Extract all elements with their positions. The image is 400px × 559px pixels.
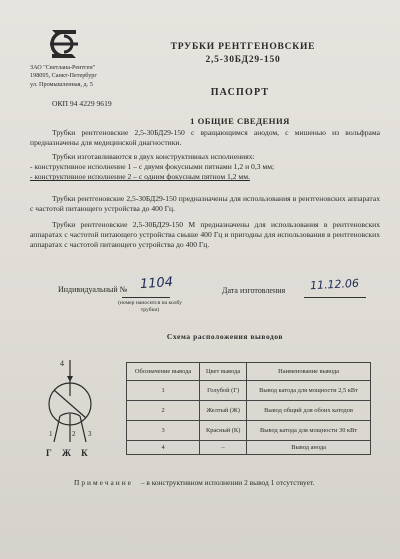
section-heading: 1 ОБЩИЕ СВЕДЕНИЯ xyxy=(190,116,290,126)
terminal-table xyxy=(126,362,371,455)
terminal-name: Вывод общий для обоих катодов xyxy=(247,401,371,421)
paragraph-text: Трубки рентгеновские 2,5-30БД29-150 предназначены для использования в рентгеновских аппаратах с частотой питающего устройства до 400 Гц. xyxy=(30,194,380,214)
x-ray-tube-terminal-diagram-icon xyxy=(30,352,110,470)
column-header: Наименование вывода xyxy=(247,363,371,381)
company-address-line1: 198095, Санкт-Петербург xyxy=(30,72,97,80)
paragraph-purpose xyxy=(30,128,380,148)
scheme-title: Схема расположения выводов xyxy=(166,332,284,341)
company-address-line2: ул. Промышленная, д. 5 xyxy=(30,80,93,88)
individual-number-label: Индивидуальный № xyxy=(58,285,128,294)
terminal-color: – xyxy=(200,441,247,455)
individual-number-handwritten: 1104 xyxy=(139,274,174,293)
table-row xyxy=(127,441,371,455)
individual-number-line xyxy=(122,297,170,298)
manufacture-date-label: Дата изготовления xyxy=(222,286,286,295)
note-text: – в конструктивном исполнении 2 вывод 1 отсутствует. xyxy=(140,478,315,487)
terminal-name: Вывод катода для мощности 30 кВт xyxy=(247,421,371,441)
terminal-color: Голубой (Г) xyxy=(200,381,247,401)
diagram-label-1: 1 xyxy=(49,430,53,438)
table-row xyxy=(127,381,371,401)
paragraph-text: Трубки рентгеновские 2,5-30БД29-150 с вращающимся анодом, с мишенью из вольфрама предназначены для медицинской диагностики. xyxy=(30,128,380,148)
company-name: ЗАО "Светлана-Рентген" xyxy=(30,64,96,71)
paragraph-frequency-low xyxy=(30,194,380,214)
table-row xyxy=(127,401,371,421)
terminal-color: Красный (К) xyxy=(200,421,247,441)
column-header: Цвет вывода xyxy=(200,363,247,381)
table-row xyxy=(127,421,371,441)
title-line2: 2,5-30БД29-150 xyxy=(205,55,281,65)
terminal-number: 2 xyxy=(127,401,200,421)
manufacture-date-handwritten: 11.12.06 xyxy=(309,276,360,293)
table-header-row xyxy=(127,363,371,381)
okp-code: ОКП 94 4229 9619 xyxy=(52,99,112,108)
diagram-label-4: 4 xyxy=(60,359,64,368)
version-item-1: - конструктивное исполнение 1 – с двумя фокусными пятнами 1,2 и 0,3 мм; xyxy=(30,162,275,172)
terminal-name: Вывод катода для мощности 2,5 кВт xyxy=(247,381,371,401)
company-block xyxy=(30,64,118,89)
paragraph-versions xyxy=(30,152,380,183)
paragraph-text: Трубки рентгеновские 2,5-30БД29-150 М предназначены для использования в рентгеновских аппаратах с частотой питающего устройства свыше 400 Гц и пригодны для использования в рентгеновских аппаратах с частотой питающего устройства до 400 Гц. xyxy=(30,220,380,250)
terminal-color: Желтый (Ж) xyxy=(200,401,247,421)
paragraph-text: Трубки изготавливаются в двух конструктивных исполнениях: xyxy=(52,152,255,161)
manufacture-date-line xyxy=(304,297,366,298)
svetlana-roentgen-logo-icon xyxy=(44,24,84,64)
title-line1: ТРУБКИ РЕНТГЕНОВСКИЕ xyxy=(170,42,316,52)
diagram-label-2: 2 xyxy=(72,430,76,438)
terminal-number: 3 xyxy=(127,421,200,441)
individual-number-note: (номер наносится на колбу трубки) xyxy=(118,300,182,313)
terminal-number: 4 xyxy=(127,441,200,455)
diagram-letters: Г Ж К xyxy=(46,448,92,458)
passport-heading: ПАСПОРТ xyxy=(210,87,270,98)
terminal-number: 1 xyxy=(127,381,200,401)
diagram-label-3: 3 xyxy=(88,430,92,438)
column-header: Обозначение вывода xyxy=(127,363,200,381)
document-title xyxy=(123,41,363,67)
version-item-2: - конструктивное исполнение 2 – с одним фокусным пятном 1,2 мм. xyxy=(30,172,250,182)
paragraph-frequency-high xyxy=(30,220,380,251)
note xyxy=(74,478,374,487)
note-label: Примечание xyxy=(74,478,133,487)
terminal-name: Вывод анода xyxy=(247,441,371,455)
